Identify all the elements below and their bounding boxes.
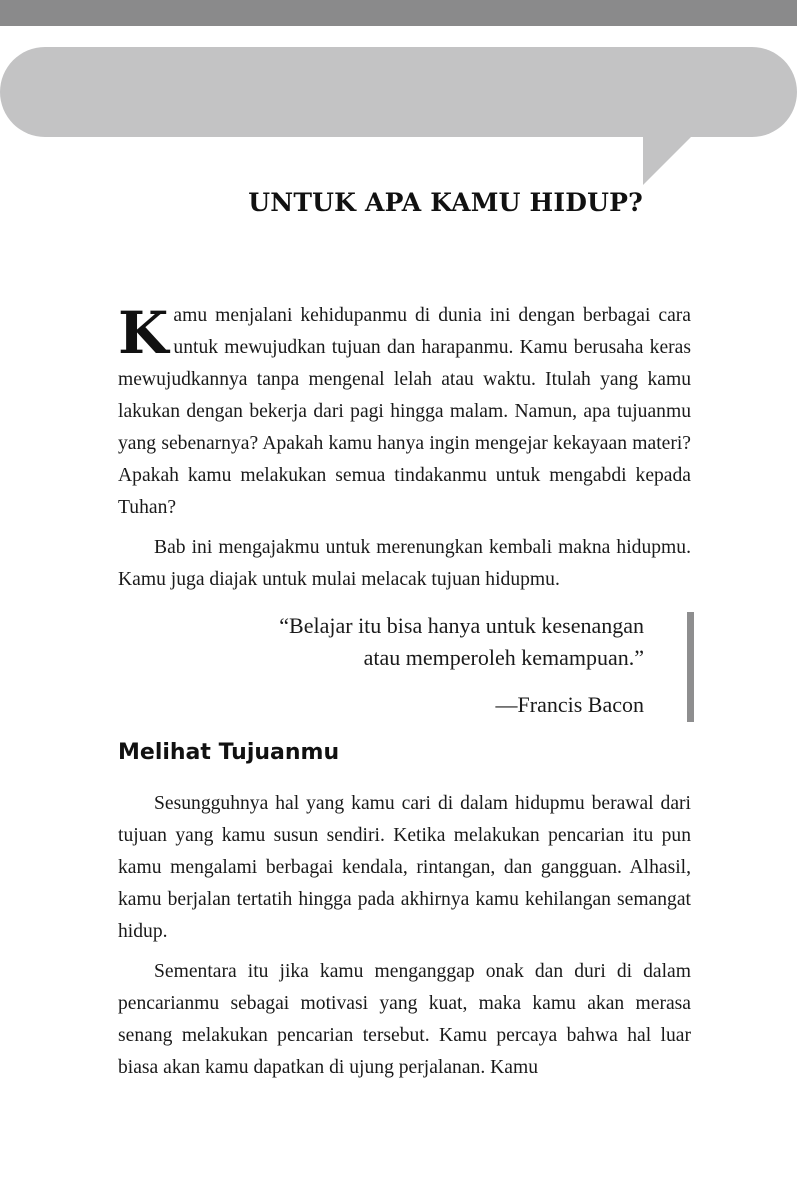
section-paragraph-2: Sementara itu jika kamu menganggap onak dan duri di dalam pencarianmu sebagai motivasi yang kuat, maka kamu akan merasa senang melakukan pencarian tersebut. Kamu percaya bahwa hal luar biasa akan kamu dapatkan di ujung perjalanan. Kamu <box>118 961 691 1078</box>
section-text <box>118 788 691 1084</box>
quote-bar <box>687 612 694 722</box>
section-heading: Melihat Tujuanmu <box>118 740 340 765</box>
intro-text <box>118 300 691 596</box>
intro-paragraph-1-text: amu menjalani kehidupanmu di dunia ini dengan berbagai cara untuk mewujudkan tujuan dan harapanmu. Kamu berusaha keras mewujudkannya tanpa mengenal lelah atau waktu. Itulah yang kamu lakukan dengan bekerja dari pagi hingga malam. Namun, apa tujuanmu yang sebenarnya? Apakah kamu hanya ingin mengejar kekayaan materi? Apakah kamu melakukan semua tindakanmu untuk mengabdi kepada Tuhan? <box>118 305 691 518</box>
intro-paragraph-1 <box>118 300 691 524</box>
quote-author: —Francis Bacon <box>495 692 644 717</box>
chapter-title: UNTUK APA KAMU HIDUP? <box>248 188 643 217</box>
quote-block <box>118 610 694 722</box>
drop-cap: K <box>118 299 169 367</box>
section-paragraph-1: Sesungguhnya hal yang kamu cari di dalam hidupmu berawal dari tujuan yang kamu susun sendiri. Ketika melakukan pencarian itu pun kamu mengalami berbagai kendala, rintangan, dan gangguan. Alhasil, kamu berjalan tertatih hingga pada akhirnya kamu kehilangan semangat hidup. <box>118 793 691 942</box>
quote-text <box>279 610 644 674</box>
quote-line-2: atau memperoleh kemampuan.” <box>363 645 644 670</box>
quote-line-1: “Belajar itu bisa hanya untuk kesenangan <box>279 613 644 638</box>
intro-paragraph-2: Bab ini mengajakmu untuk merenungkan kembali makna hidupmu. Kamu juga diajak untuk mulai melacak tujuan hidupmu. <box>118 537 691 590</box>
speech-bubble-tail <box>0 0 797 200</box>
